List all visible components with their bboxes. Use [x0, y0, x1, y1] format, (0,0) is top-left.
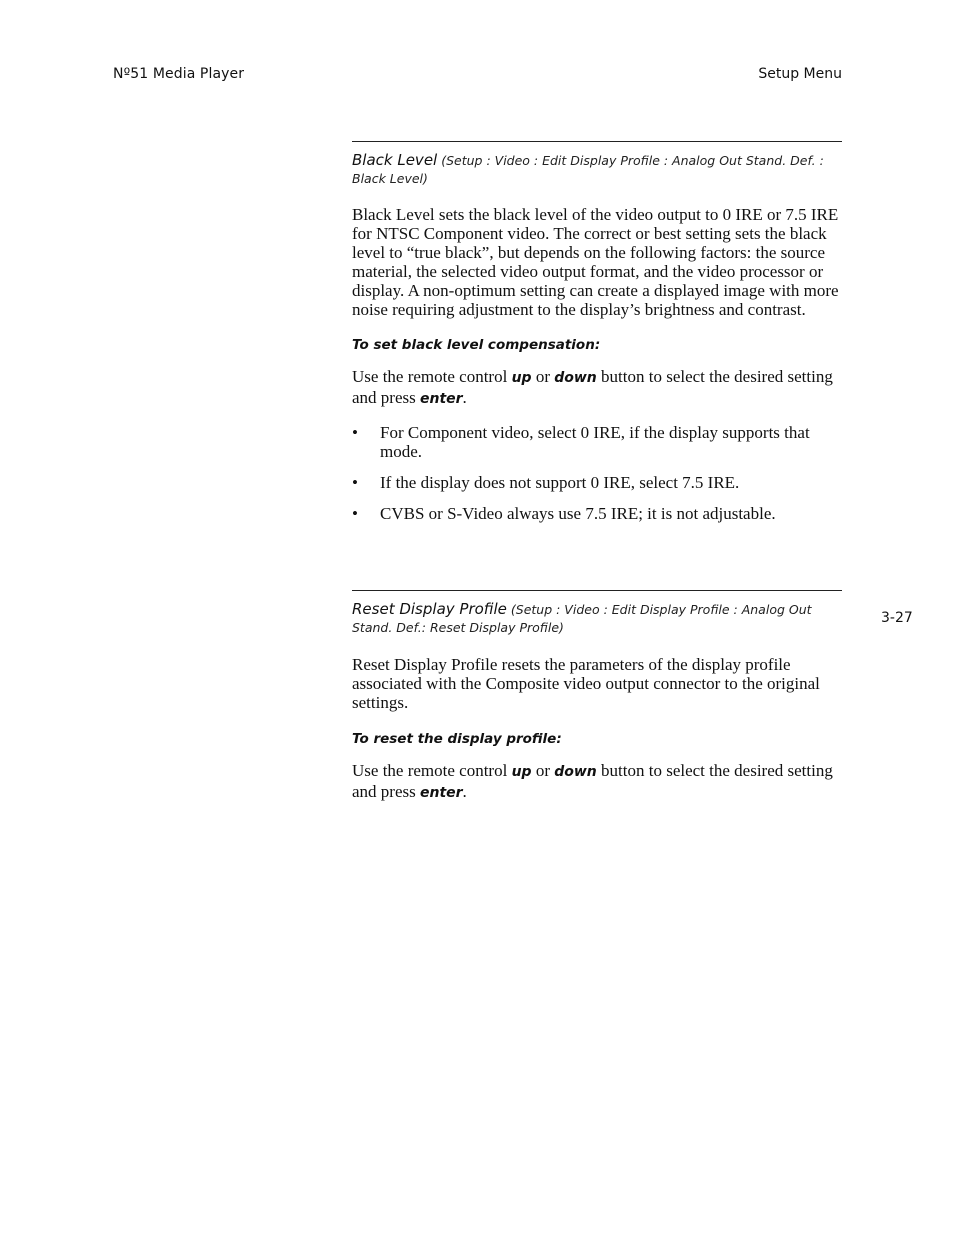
- menu-path: (Setup : Video : Edit Display Profile : Analog Out Stand. Def.: Reset Display Profile): [352, 602, 812, 635]
- list-item: [352, 504, 842, 523]
- bullet-icon: •: [352, 504, 358, 523]
- instruction-text: button to select the desired setting and press: [352, 367, 833, 407]
- keyword-up: up: [511, 370, 532, 386]
- section-description: Black Level sets the black level of the video output to 0 IRE or 7.5 IRE for NTSC Component video. The correct or best setting sets the black level to “true black”, but depends on the following factors: the source material, the selected video output format, and the video processor or display. A non-optimum setting can create a displayed image with more noise requiring adjustment to the display’s brightness and contrast.: [352, 205, 839, 319]
- list-item: [352, 423, 842, 461]
- options-list: [352, 423, 842, 523]
- procedure-instruction: [352, 367, 842, 409]
- page-number: 3-27: [881, 610, 913, 626]
- list-item: [352, 473, 842, 492]
- keyword-up: up: [511, 764, 532, 780]
- menu-path: (Setup : Video : Edit Display Profile : Analog Out Stand. Def. : Black Level): [352, 153, 824, 186]
- section-heading: [352, 151, 842, 188]
- running-header-section: Setup Menu: [758, 66, 842, 82]
- section-title: Black Level: [352, 151, 438, 169]
- list-item-text: For Component video, select 0 IRE, if the display supports that mode.: [380, 423, 810, 461]
- instruction-text: Use the remote control: [352, 761, 512, 780]
- instruction-text: .: [462, 388, 467, 407]
- bullet-icon: •: [352, 423, 358, 442]
- list-item-text: CVBS or S-Video always use 7.5 IRE; it is not adjustable.: [380, 504, 776, 523]
- instruction-text: or: [531, 761, 555, 780]
- procedure-heading: To set black level compensation:: [352, 337, 601, 353]
- running-header-title: Nº51 Media Player: [113, 66, 245, 82]
- list-item-text: If the display does not support 0 IRE, select 7.5 IRE.: [380, 473, 740, 492]
- keyword-enter: enter: [419, 391, 463, 407]
- keyword-enter: enter: [419, 785, 463, 801]
- instruction-text: Use the remote control: [352, 367, 512, 386]
- section-description: Reset Display Profile resets the parameters of the display profile associated with the Composite video output connector to the original settings.: [352, 655, 820, 712]
- instruction-text: or: [531, 367, 555, 386]
- instruction-text: .: [462, 782, 467, 801]
- section-black-level: [352, 141, 842, 535]
- instruction-text: button to select the desired setting and press: [352, 761, 833, 801]
- section-heading: [352, 600, 842, 637]
- bullet-icon: •: [352, 473, 358, 492]
- procedure-instruction: [352, 761, 842, 803]
- section-divider: [352, 590, 842, 591]
- keyword-down: down: [554, 370, 597, 386]
- procedure-heading: To reset the display profile:: [352, 731, 562, 747]
- section-divider: [352, 141, 842, 142]
- keyword-down: down: [554, 764, 597, 780]
- section-title: Reset Display Profile: [352, 600, 507, 618]
- section-reset-display-profile: [352, 590, 842, 803]
